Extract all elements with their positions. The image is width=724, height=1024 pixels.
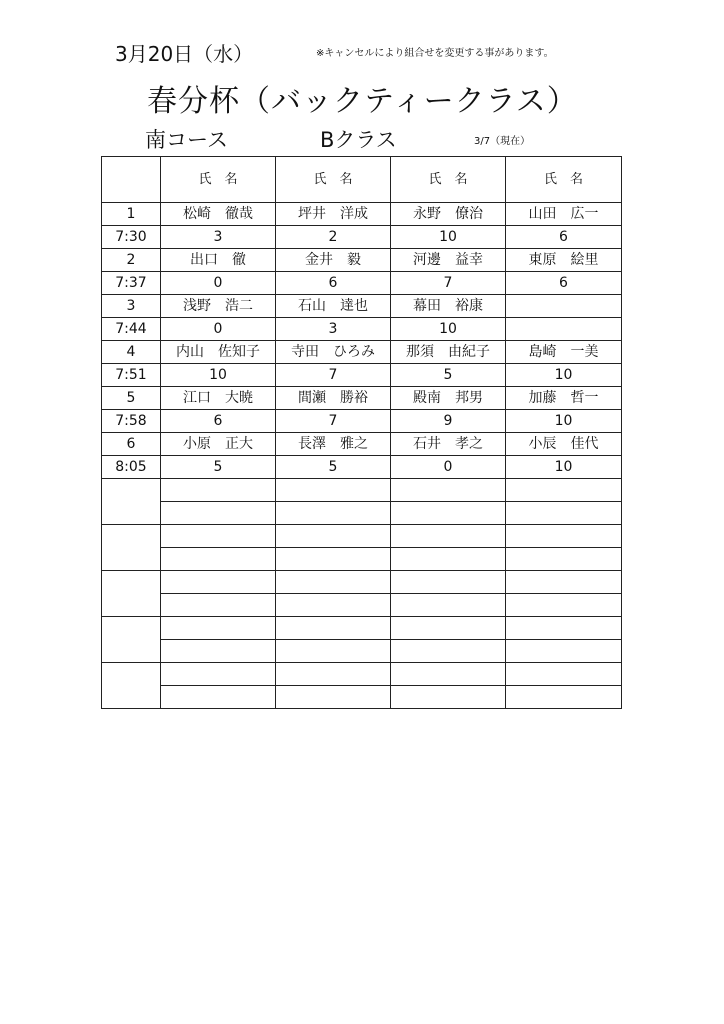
empty-name-cell: [506, 525, 622, 548]
player-name: 坪井 洋成: [276, 203, 391, 226]
group-number: 3: [102, 295, 161, 318]
group-name-row: [102, 433, 622, 456]
group-number: 1: [102, 203, 161, 226]
empty-group-cell: [102, 479, 161, 525]
empty-name-cell: [391, 617, 506, 640]
pairing-table: [101, 156, 622, 709]
group-score-row: [102, 686, 622, 709]
group-score-row: [102, 272, 622, 295]
empty-name-cell: [506, 617, 622, 640]
player-name: 東原 絵里: [506, 249, 622, 272]
header-empty-cell: [102, 157, 161, 203]
player-score: 10: [506, 456, 622, 479]
event-date: 3月20日（水）: [115, 42, 254, 66]
player-score: 2: [276, 226, 391, 249]
group-number: 6: [102, 433, 161, 456]
empty-score-cell: [506, 502, 622, 525]
player-name: 島崎 一美: [506, 341, 622, 364]
player-score: 0: [161, 272, 276, 295]
empty-name-cell: [506, 479, 622, 502]
group-name-row: [102, 249, 622, 272]
player-name: 間瀬 勝裕: [276, 387, 391, 410]
tee-time: 8:05: [102, 456, 161, 479]
tee-time: 7:58: [102, 410, 161, 433]
group-score-row: [102, 548, 622, 571]
empty-score-cell: [276, 548, 391, 571]
player-score: 6: [506, 272, 622, 295]
player-name: 江口 大暁: [161, 387, 276, 410]
player-score: 10: [161, 364, 276, 387]
player-score: 5: [161, 456, 276, 479]
player-score: 9: [391, 410, 506, 433]
group-name-row: [102, 663, 622, 686]
group-name-row: [102, 617, 622, 640]
empty-score-cell: [506, 686, 622, 709]
empty-score-cell: [391, 548, 506, 571]
player-name: [506, 295, 622, 318]
empty-name-cell: [161, 663, 276, 686]
empty-name-cell: [506, 663, 622, 686]
empty-score-cell: [391, 640, 506, 663]
column-header-name: 氏 名: [506, 157, 622, 203]
player-name: 石井 孝之: [391, 433, 506, 456]
empty-score-cell: [391, 594, 506, 617]
player-score: 10: [506, 410, 622, 433]
player-score: 7: [391, 272, 506, 295]
empty-group-cell: [102, 571, 161, 617]
empty-score-cell: [161, 594, 276, 617]
player-score: 3: [161, 226, 276, 249]
tee-time: 7:44: [102, 318, 161, 341]
group-score-row: [102, 594, 622, 617]
empty-name-cell: [276, 663, 391, 686]
player-name: 石山 達也: [276, 295, 391, 318]
tee-time: 7:30: [102, 226, 161, 249]
course-name: 南コース: [145, 128, 228, 152]
empty-name-cell: [276, 571, 391, 594]
group-score-row: [102, 364, 622, 387]
player-name: 浅野 浩二: [161, 295, 276, 318]
empty-name-cell: [161, 479, 276, 502]
empty-name-cell: [506, 571, 622, 594]
empty-score-cell: [506, 548, 622, 571]
empty-group-cell: [102, 617, 161, 663]
player-score: 5: [391, 364, 506, 387]
empty-name-cell: [391, 663, 506, 686]
player-score: 6: [506, 226, 622, 249]
empty-name-cell: [161, 525, 276, 548]
player-score: 10: [391, 226, 506, 249]
group-score-row: [102, 318, 622, 341]
tee-time: 7:37: [102, 272, 161, 295]
player-name: 幕田 裕康: [391, 295, 506, 318]
empty-name-cell: [276, 525, 391, 548]
empty-name-cell: [391, 571, 506, 594]
cancellation-notice: ※キャンセルにより組合せを変更する事があります。: [316, 48, 554, 59]
group-score-row: [102, 226, 622, 249]
player-score: 0: [161, 318, 276, 341]
player-name: 加藤 哲一: [506, 387, 622, 410]
column-header-name: 氏 名: [161, 157, 276, 203]
group-number: 2: [102, 249, 161, 272]
group-score-row: [102, 456, 622, 479]
group-name-row: [102, 387, 622, 410]
as-of-date: 3/7（現在）: [474, 136, 531, 147]
group-name-row: [102, 295, 622, 318]
group-score-row: [102, 640, 622, 663]
player-score: 6: [161, 410, 276, 433]
player-name: 那須 由紀子: [391, 341, 506, 364]
page-title: 春分杯（バックティークラス）: [147, 84, 578, 119]
player-score: 10: [506, 364, 622, 387]
empty-score-cell: [506, 594, 622, 617]
group-name-row: [102, 203, 622, 226]
player-score: 10: [391, 318, 506, 341]
player-name: 内山 佐知子: [161, 341, 276, 364]
empty-name-cell: [391, 479, 506, 502]
empty-score-cell: [391, 502, 506, 525]
group-name-row: [102, 341, 622, 364]
player-score: 6: [276, 272, 391, 295]
empty-name-cell: [391, 525, 506, 548]
column-header-name: 氏 名: [276, 157, 391, 203]
group-score-row: [102, 410, 622, 433]
empty-score-cell: [276, 594, 391, 617]
group-score-row: [102, 502, 622, 525]
empty-score-cell: [506, 640, 622, 663]
empty-name-cell: [276, 479, 391, 502]
empty-group-cell: [102, 525, 161, 571]
empty-score-cell: [276, 686, 391, 709]
group-name-row: [102, 571, 622, 594]
player-name: 殿南 邦男: [391, 387, 506, 410]
empty-name-cell: [161, 571, 276, 594]
player-name: 小原 正大: [161, 433, 276, 456]
player-name: 山田 広一: [506, 203, 622, 226]
player-name: 河邊 益幸: [391, 249, 506, 272]
player-score: 5: [276, 456, 391, 479]
empty-name-cell: [276, 617, 391, 640]
group-number: 4: [102, 341, 161, 364]
group-name-row: [102, 479, 622, 502]
player-name: 永野 僚治: [391, 203, 506, 226]
player-score: 3: [276, 318, 391, 341]
player-score: 7: [276, 410, 391, 433]
player-name: 寺田 ひろみ: [276, 341, 391, 364]
empty-name-cell: [161, 617, 276, 640]
player-name: 小辰 佳代: [506, 433, 622, 456]
player-score: [506, 318, 622, 341]
empty-score-cell: [161, 548, 276, 571]
player-name: 出口 徹: [161, 249, 276, 272]
player-score: 0: [391, 456, 506, 479]
empty-score-cell: [276, 502, 391, 525]
player-name: 松崎 徹哉: [161, 203, 276, 226]
empty-score-cell: [161, 640, 276, 663]
group-name-row: [102, 525, 622, 548]
group-number: 5: [102, 387, 161, 410]
player-name: 長澤 雅之: [276, 433, 391, 456]
column-header-name: 氏 名: [391, 157, 506, 203]
empty-score-cell: [161, 686, 276, 709]
player-score: 7: [276, 364, 391, 387]
empty-group-cell: [102, 663, 161, 709]
player-name: 金井 毅: [276, 249, 391, 272]
empty-score-cell: [161, 502, 276, 525]
empty-score-cell: [391, 686, 506, 709]
tee-time: 7:51: [102, 364, 161, 387]
table-header-row: [102, 157, 622, 203]
empty-score-cell: [276, 640, 391, 663]
class-name: Bクラス: [320, 128, 397, 152]
